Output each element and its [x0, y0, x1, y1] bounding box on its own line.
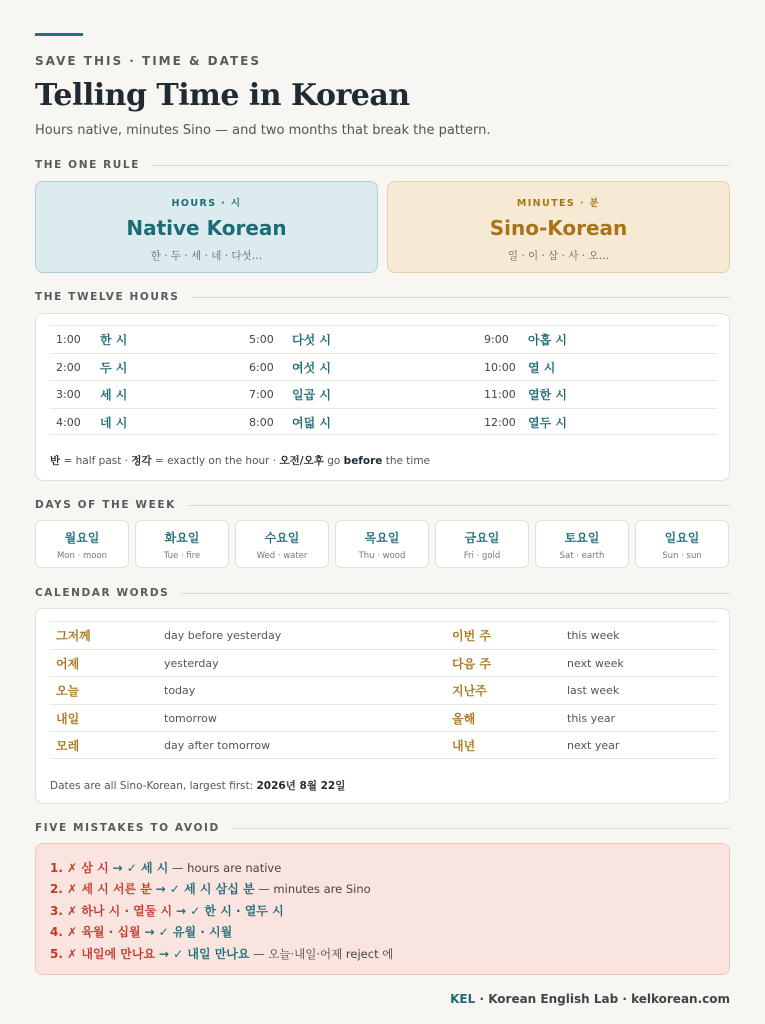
mistake-right: → ✓ 내일 만나요 — [158, 947, 250, 961]
calendar-card — [35, 608, 730, 804]
hour-time: 12:00 — [484, 415, 516, 429]
cal-korean: 다음 주 — [452, 656, 491, 671]
list-item — [50, 923, 232, 940]
hours-rule-card — [35, 181, 378, 273]
section-label: THE ONE RULE — [35, 159, 140, 171]
hour-cell — [249, 326, 331, 354]
page-subtitle: Hours native, minutes Sino — and two months that break the pattern. — [35, 123, 491, 138]
hours-table — [50, 325, 717, 435]
day-card-monday — [35, 520, 129, 568]
hours-card — [35, 313, 730, 481]
cal-korean: 지난주 — [452, 684, 487, 699]
hour-time: 4:00 — [56, 415, 81, 429]
day-english: Wed · water — [256, 551, 308, 561]
rule-examples: 일 · 이 · 삼 · 사 · 오… — [507, 250, 610, 262]
note-example: 2026년 8월 22일 — [256, 780, 346, 792]
day-card-saturday — [535, 520, 629, 568]
page-title: Telling Time in Korean — [35, 78, 410, 113]
rule-examples: 한 · 두 · 세 · 네 · 다섯… — [150, 250, 263, 262]
section-heading-days — [35, 498, 730, 512]
section-label: FIVE MISTAKES TO AVOID — [35, 822, 220, 834]
mistake-wrong: 5. ✗ 내일에 만나요 — [50, 947, 156, 961]
list-item — [50, 902, 284, 919]
cal-english: this year — [567, 711, 616, 725]
day-korean: 목요일 — [364, 531, 400, 545]
hour-time: 1:00 — [56, 333, 81, 347]
cal-english: yesterday — [164, 656, 219, 670]
hour-cell — [484, 381, 567, 409]
divider — [188, 505, 730, 506]
mistake-note: — hours are native — [168, 861, 282, 875]
section-label: DAYS OF THE WEEK — [35, 499, 176, 511]
cal-korean: 내일 — [56, 711, 80, 726]
table-row — [50, 676, 717, 704]
hour-korean: 두 시 — [100, 360, 128, 375]
list-item — [50, 859, 281, 876]
cal-english: next week — [567, 656, 624, 670]
mistake-right: → ✓ 한 시 · 열두 시 — [175, 904, 284, 918]
hour-cell — [249, 381, 331, 409]
footer-credit — [450, 992, 730, 1006]
table-row — [50, 408, 717, 436]
cal-korean: 모레 — [56, 739, 80, 754]
cal-korean: 올해 — [452, 711, 476, 726]
list-item — [50, 945, 393, 962]
cal-english: this week — [567, 629, 620, 643]
hour-cell — [484, 409, 567, 437]
cal-korean: 어제 — [56, 656, 80, 671]
day-card-friday — [435, 520, 529, 568]
rule-title: Native Korean — [126, 216, 287, 240]
section-heading-calendar — [35, 586, 730, 600]
hour-korean: 여섯 시 — [292, 360, 331, 375]
hour-time: 9:00 — [484, 333, 509, 347]
day-english: Sat · earth — [559, 551, 605, 561]
day-card-tuesday — [135, 520, 229, 568]
hour-time: 10:00 — [484, 360, 516, 374]
table-row — [50, 704, 717, 732]
cal-english: next year — [567, 739, 620, 753]
section-heading-hours — [35, 290, 730, 304]
footer-text: · Korean English Lab · kelkorean.com — [475, 992, 730, 1006]
day-english: Mon · moon — [56, 551, 108, 561]
hour-korean: 일곱 시 — [292, 388, 331, 403]
mistake-right: → ✓ 세 시 — [112, 861, 169, 875]
divider — [191, 297, 730, 298]
section-heading-rule — [35, 158, 730, 172]
note-term: 오전/오후 — [279, 455, 324, 467]
day-english: Fri · gold — [463, 551, 501, 561]
hour-time: 8:00 — [249, 415, 274, 429]
mistake-right: → ✓ 세 시 삼십 분 — [155, 882, 255, 896]
mistake-note: — minutes are Sino — [254, 882, 371, 896]
hour-cell — [249, 409, 331, 437]
hour-cell — [249, 354, 331, 382]
hour-cell — [56, 409, 128, 437]
hour-korean: 다섯 시 — [292, 333, 331, 348]
note-term: 반 — [50, 455, 61, 467]
table-row — [50, 325, 717, 353]
hour-korean: 열두 시 — [528, 415, 567, 430]
hour-time: 11:00 — [484, 388, 516, 402]
footer-brand: KEL — [450, 992, 476, 1006]
list-item — [50, 880, 371, 897]
day-english: Thu · wood — [358, 551, 406, 561]
hour-korean: 한 시 — [100, 333, 128, 348]
section-label: THE TWELVE HOURS — [35, 291, 180, 303]
cal-english: last week — [567, 684, 620, 698]
divider — [181, 593, 730, 594]
day-korean: 토요일 — [564, 531, 600, 545]
note-term: 정각 — [131, 455, 152, 467]
mistake-note: — 오늘·내일·어제 reject 에 — [249, 947, 394, 961]
day-english: Tue · fire — [163, 551, 201, 561]
mistakes-card — [35, 843, 730, 975]
eyebrow-label: SAVE THIS · TIME & DATES — [35, 54, 261, 68]
minutes-rule-card — [387, 181, 730, 273]
rule-tag: MINUTES · 분 — [516, 198, 601, 209]
note-text: go — [323, 455, 344, 467]
cal-english: tomorrow — [164, 711, 217, 725]
note-text: = exactly on the hour · — [151, 455, 280, 467]
day-card-thursday — [335, 520, 429, 568]
cal-english: day before yesterday — [164, 629, 282, 643]
hour-cell — [56, 381, 128, 409]
cal-korean: 오늘 — [56, 684, 80, 699]
rule-tag: HOURS · 시 — [171, 198, 242, 209]
section-label: CALENDAR WORDS — [35, 587, 170, 599]
hour-korean: 여덟 시 — [292, 415, 331, 430]
cal-korean: 내년 — [452, 739, 476, 754]
table-row — [50, 649, 717, 677]
hour-cell — [484, 354, 556, 382]
calendar-footnote — [50, 778, 345, 793]
mistake-wrong: 2. ✗ 세 시 서른 분 — [50, 882, 152, 896]
mistake-wrong: 4. ✗ 육월 · 십월 — [50, 925, 141, 939]
mistake-right: → ✓ 유월 · 시월 — [144, 925, 233, 939]
divider — [152, 165, 730, 166]
table-row — [50, 380, 717, 408]
accent-bar — [35, 33, 83, 36]
calendar-table — [50, 621, 717, 759]
rule-title: Sino-Korean — [489, 216, 628, 240]
note-text: = half past · — [60, 455, 132, 467]
mistake-wrong: 3. ✗ 하나 시 · 열둘 시 — [50, 904, 173, 918]
divider — [232, 828, 730, 829]
hour-time: 7:00 — [249, 388, 274, 402]
hour-korean: 아홉 시 — [528, 333, 567, 348]
hour-time: 6:00 — [249, 360, 274, 374]
hour-cell — [484, 326, 567, 354]
day-korean: 월요일 — [64, 531, 100, 545]
day-korean: 일요일 — [664, 531, 700, 545]
table-row — [50, 353, 717, 381]
hour-time: 2:00 — [56, 360, 81, 374]
hour-korean: 열한 시 — [528, 388, 567, 403]
section-heading-mistakes — [35, 821, 730, 835]
cal-korean: 이번 주 — [452, 629, 491, 644]
day-korean: 금요일 — [464, 531, 500, 545]
note-text: the time — [382, 455, 431, 467]
cal-english: day after tomorrow — [164, 739, 271, 753]
hours-footnote — [50, 453, 430, 468]
hour-time: 3:00 — [56, 388, 81, 402]
note-term: before — [343, 455, 383, 467]
day-card-sunday — [635, 520, 729, 568]
cal-english: today — [164, 684, 196, 698]
table-row — [50, 621, 717, 649]
hour-korean: 네 시 — [100, 415, 128, 430]
hour-korean: 세 시 — [100, 388, 128, 403]
table-row — [50, 731, 717, 759]
day-korean: 수요일 — [264, 531, 300, 545]
note-text: Dates are all Sino-Korean, largest first: — [50, 780, 257, 792]
hour-cell — [56, 326, 128, 354]
day-card-wednesday — [235, 520, 329, 568]
hour-time: 5:00 — [249, 333, 274, 347]
day-korean: 화요일 — [164, 531, 200, 545]
cal-korean: 그저께 — [56, 629, 91, 644]
hour-cell — [56, 354, 128, 382]
mistake-wrong: 1. ✗ 삼 시 — [50, 861, 109, 875]
hour-korean: 열 시 — [528, 360, 556, 375]
day-english: Sun · sun — [662, 551, 702, 561]
